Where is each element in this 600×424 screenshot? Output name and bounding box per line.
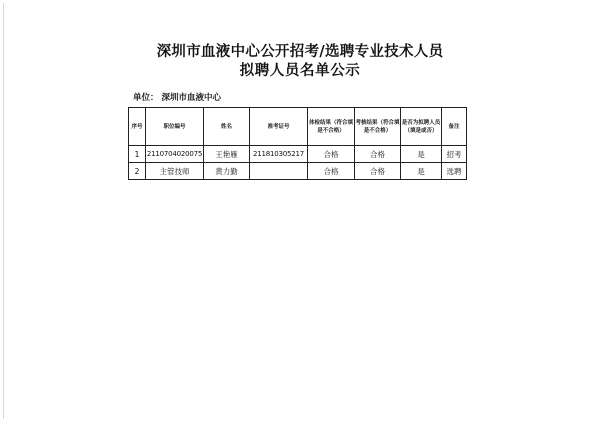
table-row — [129, 146, 467, 163]
cell-position-code: 2110704020075 — [146, 146, 204, 163]
cell-ticket-number: 211810305217 — [250, 146, 308, 163]
cell-assessment-result: 合格 — [355, 146, 401, 163]
table-row — [129, 163, 467, 180]
cell-index: 1 — [129, 146, 146, 163]
cell-remarks: 选聘 — [442, 163, 467, 180]
document-subtitle: 拟聘人员名单公示 — [239, 62, 361, 79]
cell-position-code: 主管技师 — [146, 163, 204, 180]
cell-remarks: 招考 — [442, 146, 467, 163]
cell-medical-result: 合格 — [308, 163, 355, 180]
cell-index: 2 — [129, 163, 146, 180]
hiring-table — [128, 107, 467, 180]
unit-line — [133, 91, 221, 103]
unit-value: 深圳市血液中心 — [161, 93, 221, 103]
cell-name: 王艳雁 — [204, 146, 250, 163]
title-block — [0, 43, 600, 80]
header-assessment-result: 考核结果（符合填是不合格） — [355, 108, 401, 146]
header-medical-result: 体检结果（符合填是不合格） — [308, 108, 355, 146]
cell-assessment-result: 合格 — [355, 163, 401, 180]
cell-medical-result: 合格 — [308, 146, 355, 163]
cell-is-hired: 是 — [401, 163, 442, 180]
header-name: 姓名 — [204, 108, 250, 146]
document-title: 深圳市血液中心公开招考/选聘专业技术人员 — [156, 43, 444, 60]
header-index: 序号 — [129, 108, 146, 146]
header-ticket-number: 准考证号 — [250, 108, 308, 146]
table-header-row — [129, 108, 467, 146]
unit-label: 单位： — [133, 93, 159, 103]
header-position-code: 职位编号 — [146, 108, 204, 146]
cell-name: 黄力勤 — [204, 163, 250, 180]
header-is-hired: 是否为拟聘人员（填是或否） — [401, 108, 442, 146]
cell-ticket-number — [250, 163, 308, 180]
cell-is-hired: 是 — [401, 146, 442, 163]
header-remarks: 备注 — [442, 108, 467, 146]
